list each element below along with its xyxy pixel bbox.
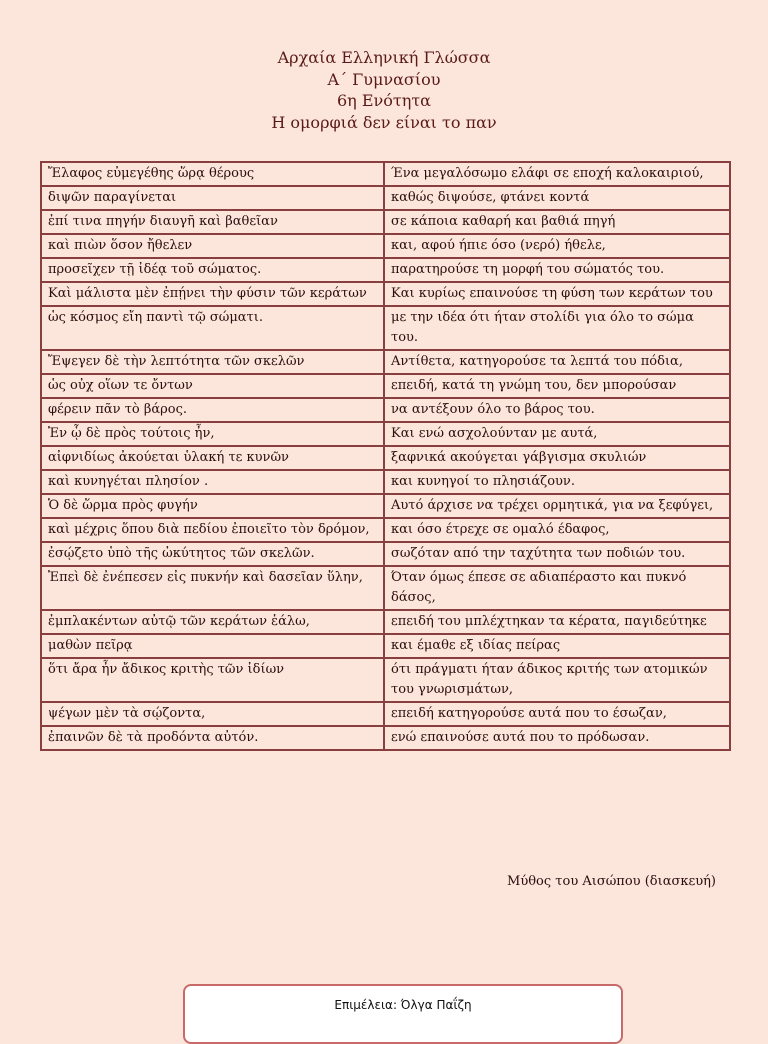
table-row	[41, 610, 730, 634]
table-row	[41, 518, 730, 542]
modern-greek-cell: Αντίθετα, κατηγορούσε τα λεπτά του πόδια,	[384, 350, 730, 374]
modern-greek-cell: και κυνηγοί το πλησιάζουν.	[384, 470, 730, 494]
ancient-greek-cell: Καὶ μάλιστα μὲν ἐπῄνει τὴν φύσιν τῶν κεράτων	[41, 282, 384, 306]
source-note: Μύθος του Αισώπου (διασκευή)	[507, 874, 716, 889]
modern-greek-cell: Ένα μεγαλόσωμο ελάφι σε εποχή καλοκαιριού,	[384, 162, 730, 186]
modern-greek-cell: Αυτό άρχισε να τρέχει ορμητικά, για να ξεφύγει,	[384, 494, 730, 518]
modern-greek-cell: και έμαθε εξ ιδίας πείρας	[384, 634, 730, 658]
ancient-greek-cell: καὶ πιὼν ὅσον ἤθελεν	[41, 234, 384, 258]
ancient-greek-cell: ἐπί τινα πηγήν διαυγῆ καὶ βαθεῖαν	[41, 210, 384, 234]
modern-greek-cell: με την ιδέα ότι ήταν στολίδι για όλο το σώμα του.	[384, 306, 730, 350]
table-row	[41, 282, 730, 306]
translation-table	[40, 161, 731, 751]
modern-greek-cell: σωζόταν από την ταχύτητα των ποδιών του.	[384, 542, 730, 566]
modern-greek-cell: Όταν όμως έπεσε σε αδιαπέραστο και πυκνό δάσος,	[384, 566, 730, 610]
ancient-greek-cell: καὶ μέχρις ὅπου διὰ πεδίου ἐποιεῖτο τὸν δρόμον,	[41, 518, 384, 542]
modern-greek-cell: σε κάποια καθαρή και βαθιά πηγή	[384, 210, 730, 234]
table-row	[41, 702, 730, 726]
table-row	[41, 470, 730, 494]
ancient-greek-cell: ἐπαινῶν δὲ τὰ προδόντα αὐτόν.	[41, 726, 384, 750]
table-row	[41, 350, 730, 374]
ancient-greek-cell: μαθὼν πεῖρᾳ	[41, 634, 384, 658]
table-row	[41, 398, 730, 422]
table-row	[41, 162, 730, 186]
ancient-greek-cell: ὅτι ἄρα ἦν ἄδικος κριτὴς τῶν ἰδίων	[41, 658, 384, 702]
ancient-greek-cell: φέρειν πᾶν τὸ βάρος.	[41, 398, 384, 422]
grade-title: Α΄ Γυμνασίου	[327, 69, 441, 89]
unit-title: 6η Ενότητα	[337, 91, 431, 110]
table-row	[41, 726, 730, 750]
table-row	[41, 634, 730, 658]
modern-greek-cell: ότι πράγματι ήταν άδικος κριτής των ατομικών του γνωρισμάτων,	[384, 658, 730, 702]
translation-table-body	[41, 162, 730, 750]
ancient-greek-cell: ὡς κόσμος εἴη παντὶ τῷ σώματι.	[41, 306, 384, 350]
ancient-greek-cell: ἐσῴζετο ὑπὸ τῆς ὠκύτητος τῶν σκελῶν.	[41, 542, 384, 566]
table-row	[41, 186, 730, 210]
modern-greek-cell: και όσο έτρεχε σε ομαλό έδαφος,	[384, 518, 730, 542]
ancient-greek-cell: καὶ κυνηγέται πλησίον .	[41, 470, 384, 494]
modern-greek-cell: ξαφνικά ακούγεται γάβγισμα σκυλιών	[384, 446, 730, 470]
table-row	[41, 374, 730, 398]
table-row	[41, 542, 730, 566]
table-row	[41, 234, 730, 258]
modern-greek-cell: να αντέξουν όλο το βάρος του.	[384, 398, 730, 422]
modern-greek-cell: ενώ επαινούσε αυτά που το πρόδωσαν.	[384, 726, 730, 750]
modern-greek-cell: Και ενώ ασχολούνταν με αυτά,	[384, 422, 730, 446]
table-row	[41, 258, 730, 282]
table-row	[41, 306, 730, 350]
table-row	[41, 658, 730, 702]
ancient-greek-cell: διψῶν παραγίνεται	[41, 186, 384, 210]
ancient-greek-cell: Ἔλαφος εὐμεγέθης ὥρᾳ θέρους	[41, 162, 384, 186]
modern-greek-cell: επειδή του μπλέχτηκαν τα κέρατα, παγιδεύτηκε	[384, 610, 730, 634]
ancient-greek-cell: ψέγων μὲν τὰ σῴζοντα,	[41, 702, 384, 726]
modern-greek-cell: Και κυρίως επαινούσε τη φύση των κεράτων του	[384, 282, 730, 306]
ancient-greek-cell: ὡς οὐχ οἵων τε ὄντων	[41, 374, 384, 398]
credit-text: Επιμέλεια: Όλγα Παΐζη	[334, 998, 472, 1012]
modern-greek-cell: επειδή, κατά τη γνώμη του, δεν μπορούσαν	[384, 374, 730, 398]
ancient-greek-cell: Ὁ δὲ ὥρμα πρὸς φυγήν	[41, 494, 384, 518]
lesson-title: Η ομορφιά δεν είναι το παν	[271, 112, 497, 132]
ancient-greek-cell: αἰφνιδίως ἀκούεται ὑλακή τε κυνῶν	[41, 446, 384, 470]
page-header	[0, 47, 768, 133]
table-row	[41, 446, 730, 470]
credit-box	[183, 984, 623, 1044]
modern-greek-cell: παρατηρούσε τη μορφή του σώματός του.	[384, 258, 730, 282]
ancient-greek-cell: Ἔψεγεν δὲ τὴν λεπτότητα τῶν σκελῶν	[41, 350, 384, 374]
table-row	[41, 210, 730, 234]
ancient-greek-cell: προσεῖχεν τῇ ἰδέᾳ τοῦ σώματος.	[41, 258, 384, 282]
ancient-greek-cell: Ἐν ᾧ δὲ πρὸς τούτοις ἦν,	[41, 422, 384, 446]
table-row	[41, 494, 730, 518]
modern-greek-cell: επειδή κατηγορούσε αυτά που το έσωζαν,	[384, 702, 730, 726]
modern-greek-cell: και, αφού ήπιε όσο (νερό) ήθελε,	[384, 234, 730, 258]
subject-title: Αρχαία Ελληνική Γλώσσα	[277, 48, 491, 67]
table-row	[41, 566, 730, 610]
modern-greek-cell: καθώς διψούσε, φτάνει κοντά	[384, 186, 730, 210]
ancient-greek-cell: Ἐπεὶ δὲ ἐνέπεσεν εἰς πυκνήν καὶ δασεῖαν ὕλην,	[41, 566, 384, 610]
table-row	[41, 422, 730, 446]
ancient-greek-cell: ἐμπλακέντων αὐτῷ τῶν κεράτων ἑάλω,	[41, 610, 384, 634]
